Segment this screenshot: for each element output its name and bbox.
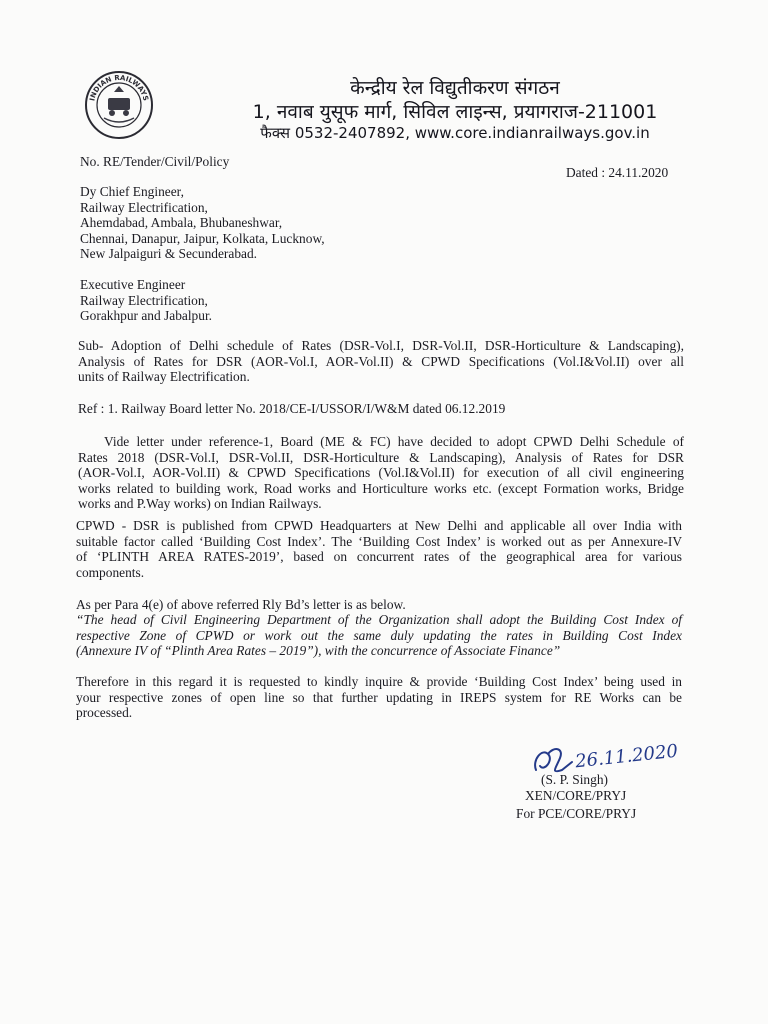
paragraph-1 — [78, 434, 684, 512]
addressee-line: Executive Engineer — [80, 277, 186, 292]
paragraph-line: your respective zones of open line so that further updating in IREPS system for RE Works can be — [76, 689, 682, 705]
subject-line: Analysis of Rates for DSR (AOR-Vol.I, AOR-Vol.II) & CPWD Specifications (Vol.I&Vol.II) over all — [78, 353, 684, 369]
paragraph-2 — [76, 518, 682, 580]
addressee-block-2 — [80, 277, 212, 324]
paragraph-line: suitable factor called ‘Building Cost Index’. The ‘Building Cost Index’ is worked out as per Annexure-IV — [76, 533, 682, 549]
paragraph-4 — [76, 674, 682, 721]
addressee-line: Railway Electrification, — [80, 292, 208, 308]
paragraph-line: of ‘PLINTH AREA RATES-2019’, based on concurrent rates of the geographical area for various — [76, 549, 682, 564]
org-name-hindi: केन्द्रीय रेल विद्युतीकरण संगठन — [350, 77, 560, 99]
signatory-for-line: For PCE/CORE/PRYJ — [516, 806, 637, 821]
reference-line: Ref : 1. Railway Board letter No. 2018/CE-I/USSOR/I/W&M dated 06.12.2019 — [78, 401, 506, 416]
paragraph-line: processed. — [76, 705, 133, 720]
letter-date: Dated : 24.11.2020 — [566, 165, 669, 180]
signatory-name: (S. P. Singh) — [541, 772, 608, 787]
addressee-line: Dy Chief Engineer, — [80, 184, 184, 199]
addressee-line: Chennai, Danapur, Jaipur, Kolkata, Lucknow, — [80, 230, 325, 246]
paragraph-line: works related to building work, Road works and Horticulture works etc. (except Formation works, Bridge — [78, 480, 684, 496]
paragraph-line: Therefore in this regard it is requested to kindly inquire & provide ‘Building Cost Index’ being used in — [76, 674, 682, 689]
addressee-line: New Jalpaiguri & Secunderabad. — [80, 246, 257, 261]
subject — [78, 338, 684, 385]
subject-line: units of Railway Electrification. — [78, 369, 250, 384]
addressee-line: Ahemdabad, Ambala, Bhubaneshwar, — [80, 215, 283, 230]
quote-line: respective Zone of CPWD or work out the same duly updating the rates in Building Cost Index — [76, 627, 682, 643]
paragraph-3-intro: As per Para 4(e) of above referred Rly Bd’s letter is as below. — [76, 597, 406, 612]
paragraph-line: components. — [76, 564, 145, 580]
paragraph-line: works and P.Way works) on Indian Railways. — [78, 496, 322, 511]
org-address-hindi: 1, नवाब युसूफ मार्ग, सिविल लाइन्स, प्रयागराज-211001 — [252, 101, 658, 123]
paragraph-line: Vide letter under reference-1, Board (ME & FC) have decided to adopt CPWD Delhi Schedule of — [104, 434, 684, 449]
subject-line: Sub- Adoption of Delhi schedule of Rates (DSR-Vol.I, DSR-Vol.II, DSR-Horticulture & Landscaping), — [78, 338, 684, 353]
org-contact: फैक्स 0532-2407892, www.core.indianrailways.gov.in — [260, 124, 650, 142]
quote-line: (Annexure IV of “Plinth Area Rates – 2019”), with the concurrence of Associate Finance” — [76, 643, 561, 658]
logo-text: INDIAN RAILWAYS — [88, 73, 150, 102]
paragraph-line: Rates 2018 (DSR-Vol.I, DSR-Vol.II, DSR-Horticulture & Landscaping), Analysis of Rates for DSR — [78, 449, 684, 465]
indian-railways-logo — [84, 70, 154, 140]
addressee-line: Gorakhpur and Jabalpur. — [80, 308, 213, 323]
addressee-block-1 — [80, 184, 325, 262]
signature-date: 26.11.2020 — [574, 740, 679, 773]
quoted-text — [76, 612, 682, 659]
signatory-designation: XEN/CORE/PRYJ — [525, 788, 627, 803]
paragraph-line: (AOR-Vol.I, AOR-Vol.II) & CPWD Specifications (Vol.I&Vol.II) for execution of all civil engineering — [78, 465, 684, 480]
addressee-line: Railway Electrification, — [80, 199, 208, 215]
letter-ref-number: No. RE/Tender/Civil/Policy — [80, 154, 230, 169]
quote-line: “The head of Civil Engineering Department of the Organization shall adopt the Building Cost Index of — [76, 612, 682, 627]
paragraph-line: CPWD - DSR is published from CPWD Headquarters at New Delhi and applicable all over India with — [76, 518, 682, 533]
